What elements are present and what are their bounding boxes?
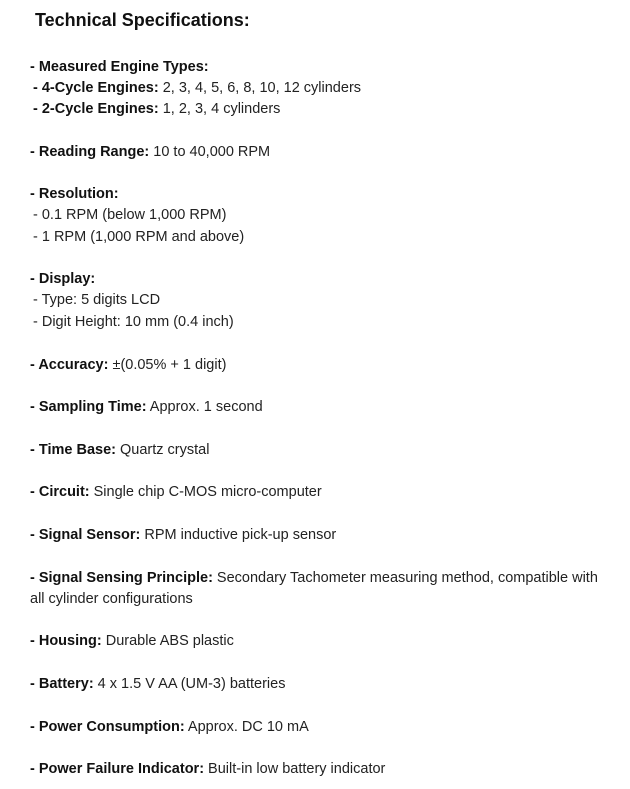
spec-display-item bbox=[33, 312, 618, 333]
spec-display-item bbox=[33, 290, 618, 311]
spec-sampling-time bbox=[30, 397, 615, 418]
spec-power-failure-indicator bbox=[30, 759, 615, 780]
spec-label: - Sampling Time: bbox=[30, 399, 147, 415]
spec-engine-types bbox=[30, 57, 615, 78]
spec-value: - 0.1 RPM (below 1,000 RPM) bbox=[33, 207, 227, 223]
spec-value: Single chip C-MOS micro-computer bbox=[89, 484, 322, 500]
spec-signal-sensor bbox=[30, 525, 615, 546]
spec-resolution bbox=[30, 184, 615, 205]
spec-label: - Accuracy: bbox=[30, 357, 109, 373]
spec-value: Secondary Tachometer measuring method, compatible with all cylinder configurations bbox=[30, 570, 598, 607]
spec-label: - 2-Cycle Engines: bbox=[33, 101, 159, 117]
spec-signal-sensing-principle bbox=[30, 568, 615, 610]
spec-value: Approx. DC 10 mA bbox=[184, 719, 309, 735]
spec-label: - Measured Engine Types: bbox=[30, 59, 209, 75]
spec-time-base bbox=[30, 440, 615, 461]
spec-resolution-item bbox=[33, 227, 618, 248]
spec-resolution-item bbox=[33, 205, 618, 226]
spec-value: 4 x 1.5 V AA (UM-3) batteries bbox=[93, 676, 286, 692]
spec-housing bbox=[30, 631, 615, 652]
spec-reading-range bbox=[30, 142, 615, 163]
spec-label: - Signal Sensing Principle: bbox=[30, 570, 213, 586]
spec-accuracy bbox=[30, 355, 615, 376]
spec-value: 1, 2, 3, 4 cylinders bbox=[158, 101, 281, 117]
spec-value: 2, 3, 4, 5, 6, 8, 10, 12 cylinders bbox=[158, 80, 362, 96]
spec-label: - Battery: bbox=[30, 676, 94, 692]
spec-two-cycle bbox=[33, 99, 618, 120]
spec-battery bbox=[30, 674, 615, 695]
spec-label: - Housing: bbox=[30, 633, 102, 649]
spec-four-cycle bbox=[33, 78, 618, 99]
spec-power-consumption bbox=[30, 717, 615, 738]
spec-value: Quartz crystal bbox=[115, 442, 210, 458]
spec-label: - Display: bbox=[30, 271, 96, 287]
spec-circuit bbox=[30, 482, 615, 503]
spec-label: - Time Base: bbox=[30, 442, 116, 458]
spec-value: - 1 RPM (1,000 RPM and above) bbox=[33, 229, 245, 245]
spec-label: - 4-Cycle Engines: bbox=[33, 80, 159, 96]
spec-label: - Circuit: bbox=[30, 484, 90, 500]
page-title: Technical Specifications: bbox=[35, 10, 250, 30]
spec-value: Built-in low battery indicator bbox=[204, 761, 386, 777]
spec-label: - Power Consumption: bbox=[30, 719, 185, 735]
spec-value: Approx. 1 second bbox=[146, 399, 263, 415]
spec-label: - Resolution: bbox=[30, 186, 119, 202]
spec-display bbox=[30, 269, 615, 290]
spec-label: - Signal Sensor: bbox=[30, 527, 141, 543]
spec-value: ±(0.05% + 1 digit) bbox=[108, 357, 227, 373]
spec-value: RPM inductive pick-up sensor bbox=[140, 527, 337, 543]
spec-value: - Digit Height: 10 mm (0.4 inch) bbox=[33, 314, 234, 330]
spec-value: - Type: 5 digits LCD bbox=[33, 292, 161, 308]
spec-value: Durable ABS plastic bbox=[101, 633, 234, 649]
spec-label: - Reading Range: bbox=[30, 144, 150, 160]
spec-label: - Power Failure Indicator: bbox=[30, 761, 205, 777]
spec-value: 10 to 40,000 RPM bbox=[149, 144, 271, 160]
